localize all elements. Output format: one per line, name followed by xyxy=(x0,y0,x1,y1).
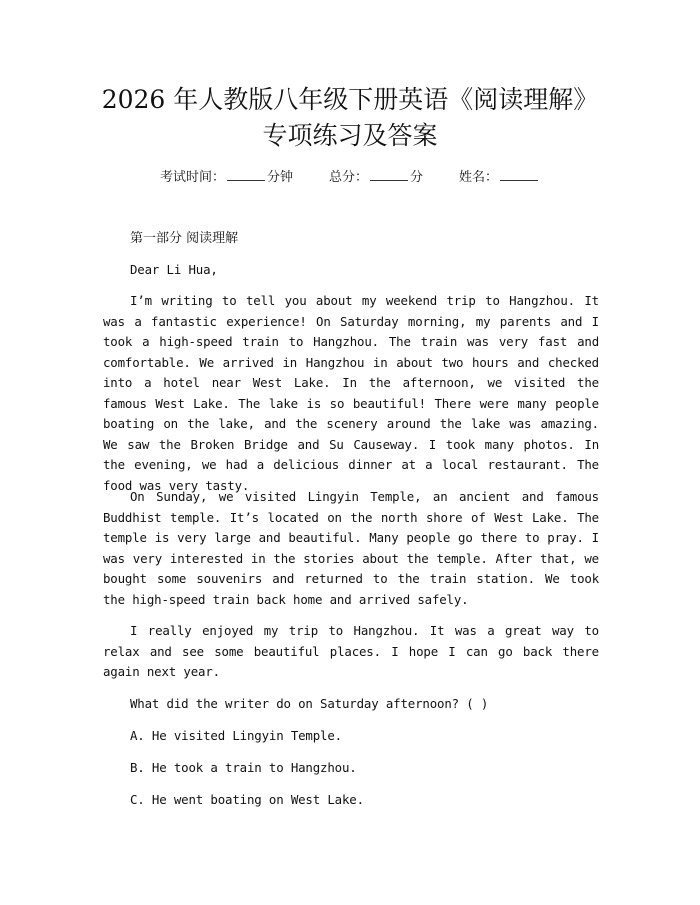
name-field xyxy=(459,166,540,189)
document-title-line1: 2026 年人教版八年级下册英语《阅读理解》 xyxy=(101,85,599,114)
letter-greeting: Dear Li Hua, xyxy=(130,262,218,277)
exam-time-label: 考试时间： xyxy=(159,170,225,185)
option-c: C. He went boating on West Lake. xyxy=(130,792,364,807)
exam-info-row xyxy=(0,166,700,189)
exam-time-field xyxy=(160,166,293,189)
letter-paragraph-2 xyxy=(103,487,599,610)
total-score-label: 总分： xyxy=(328,170,368,185)
paragraph-text: On Sunday, we visited Lingyin Temple, an ancient and famous Buddhist temple. It’s located on the north shore of West Lake. The temple is very large and beautiful. Many people go there to pray. I was very interested in the stories about the temple. After that, we bought some souvenirs and returned to the train station. We took the high-speed train back home and arrived safely. xyxy=(103,489,599,607)
question-text: What did the writer do on Saturday afternoon? ( ) xyxy=(130,696,489,711)
option-b: B. He took a train to Hangzhou. xyxy=(130,760,357,775)
option-a: A. He visited Lingyin Temple. xyxy=(130,728,342,743)
letter-paragraph-1 xyxy=(103,291,599,496)
paragraph-text: I really enjoyed my trip to Hangzhou. It was a great way to relax and see some beautiful places. I hope I can go back there again next year. xyxy=(103,623,599,679)
name-blank xyxy=(500,166,538,181)
name-label: 姓名： xyxy=(459,170,499,185)
total-score-blank xyxy=(370,166,408,181)
exam-time-unit: 分钟 xyxy=(266,170,293,185)
total-score-unit: 分 xyxy=(410,170,424,185)
section-heading: 第一部分 阅读理解 xyxy=(130,231,239,246)
paragraph-text: I’m writing to tell you about my weekend trip to Hangzhou. It was a fantastic experience! On Saturday morning, my parents and I took a high-speed train to Hangzhou. The train was very fast and comfortable. We arrived in Hangzhou in about two hours and checked into a hotel near West Lake. In the afternoon, we visited the famous West Lake. The lake is so beautiful! There were many people boating on the lake, and the scenery around the lake was amazing. We saw the Broken Bridge and Su Causeway. I took many photos. In the evening, we had a delicious dinner at a local restaurant. The food was very tasty. xyxy=(103,293,599,493)
letter-paragraph-3 xyxy=(103,621,599,683)
total-score-field xyxy=(329,166,423,189)
document-title-line2: 专项练习及答案 xyxy=(262,121,438,150)
exam-time-blank xyxy=(227,166,265,181)
